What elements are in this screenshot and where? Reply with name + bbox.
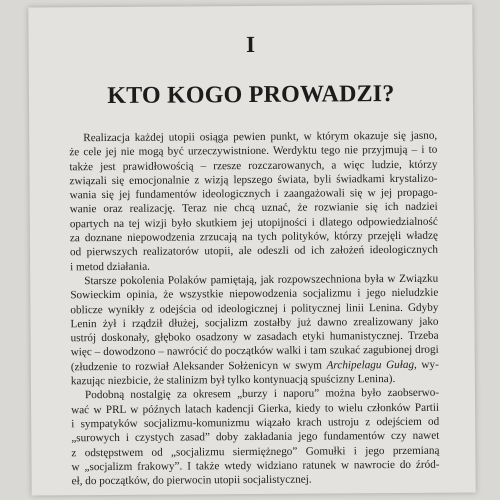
text-line: Podobną nostalgię za okresem „burzy i naporu” można było zaobserwo- <box>84 387 440 402</box>
book-title-italic: Archipelagu Gułag <box>326 358 415 372</box>
text-line: kazując niezbicie, że stalinizm był tylko kontynuacją spuścizny Lenina). <box>70 373 396 388</box>
text-line: wania się jej fundamentów ideologicznych i zaangażowali się w jej propago- <box>69 186 438 202</box>
text-line: (złudzenie to rozwiał Aleksander Sołżenicyn w swym Archipelagu Gułag, wy- <box>70 358 439 374</box>
text-line: Starsze pokolenia Polaków pamiętają, jak rozpowszechniona była w Związku <box>84 272 439 288</box>
text-line: Sowieckim opinia, że wszystkie niepowodzenia socjalizmu i jego nieludzkie <box>70 286 439 302</box>
text-line: ustrój doskonały, głęboko osadzony w zasadach etyki humanistycznej. Trzeba <box>70 329 439 345</box>
text-line: wanie oraz realizację. Teraz nie chcą uznać, że rozwianie się ich nadziei <box>69 201 438 216</box>
text-line: i metod działania. <box>70 260 150 273</box>
text-line: Realizacja każdej utopii osiąga pewien punkt, w którym okazuje się jasno, <box>83 129 438 145</box>
body-text <box>69 129 439 489</box>
chapter-title: KTO KOGO PROWADZI? <box>107 81 395 110</box>
text-line: oblicze wynikły z odejścia od ideologicznej i politycznej linii Lenina. Gdyby <box>70 301 439 316</box>
text-line: „surowych i czystych zasad” doby zakładania jego fundamentów czy nawet <box>71 429 440 445</box>
text-line: więc – dowodzono – nawrócić do początków walki i tam szukać zagubionej drogi <box>70 344 439 359</box>
text-line: związali się emocjonalnie z wizją lepszego świata, byli świadkami krystalizo- <box>69 172 438 188</box>
text-line: za doznane niepowodzenia zrzucają na tych polityków, którzy przejęli władzę <box>69 229 438 245</box>
text-line: także jest prawidłowością – rzesze rozczarowanych, a więc ludzie, którzy <box>69 158 438 173</box>
text-line: w „socjalizm frakowy”. I także wtedy widziano ratunek w nawrocie do źród- <box>71 458 440 474</box>
book-page <box>28 4 475 495</box>
text-line: wać w PRL w późnych latach kadencji Gierka, kiedy to wielu członków Partii <box>71 401 440 416</box>
text-line: z odstępstwem od „socjalizmu siermiężnego” Gomułki i jego przemianą <box>71 444 440 459</box>
chapter-number: I <box>245 31 256 58</box>
text-line: od pierwszych realizatorów utopii, ale odeszli od ich założeń ideologicznych <box>69 244 439 259</box>
text-line: eł, do początków, do pierwocin utopii socjalistycznej. <box>71 473 312 488</box>
text-line: i sympatyków socjalizmu-komunizmu wiązało krach ustroju z odejściem od <box>71 415 440 431</box>
text-line: opartych na tej wizji było skutkiem jej utopijności i dlatego odpowiedzialność <box>69 215 438 231</box>
text-line: Lenin żył i rządził dłużej, socjalizm zostałby już dawno zrealizowany jako <box>70 315 439 331</box>
text-line: że cele jej nie mogą być urzeczywistnione. Werdyktu tego nie przyjmują – i to <box>69 144 438 159</box>
